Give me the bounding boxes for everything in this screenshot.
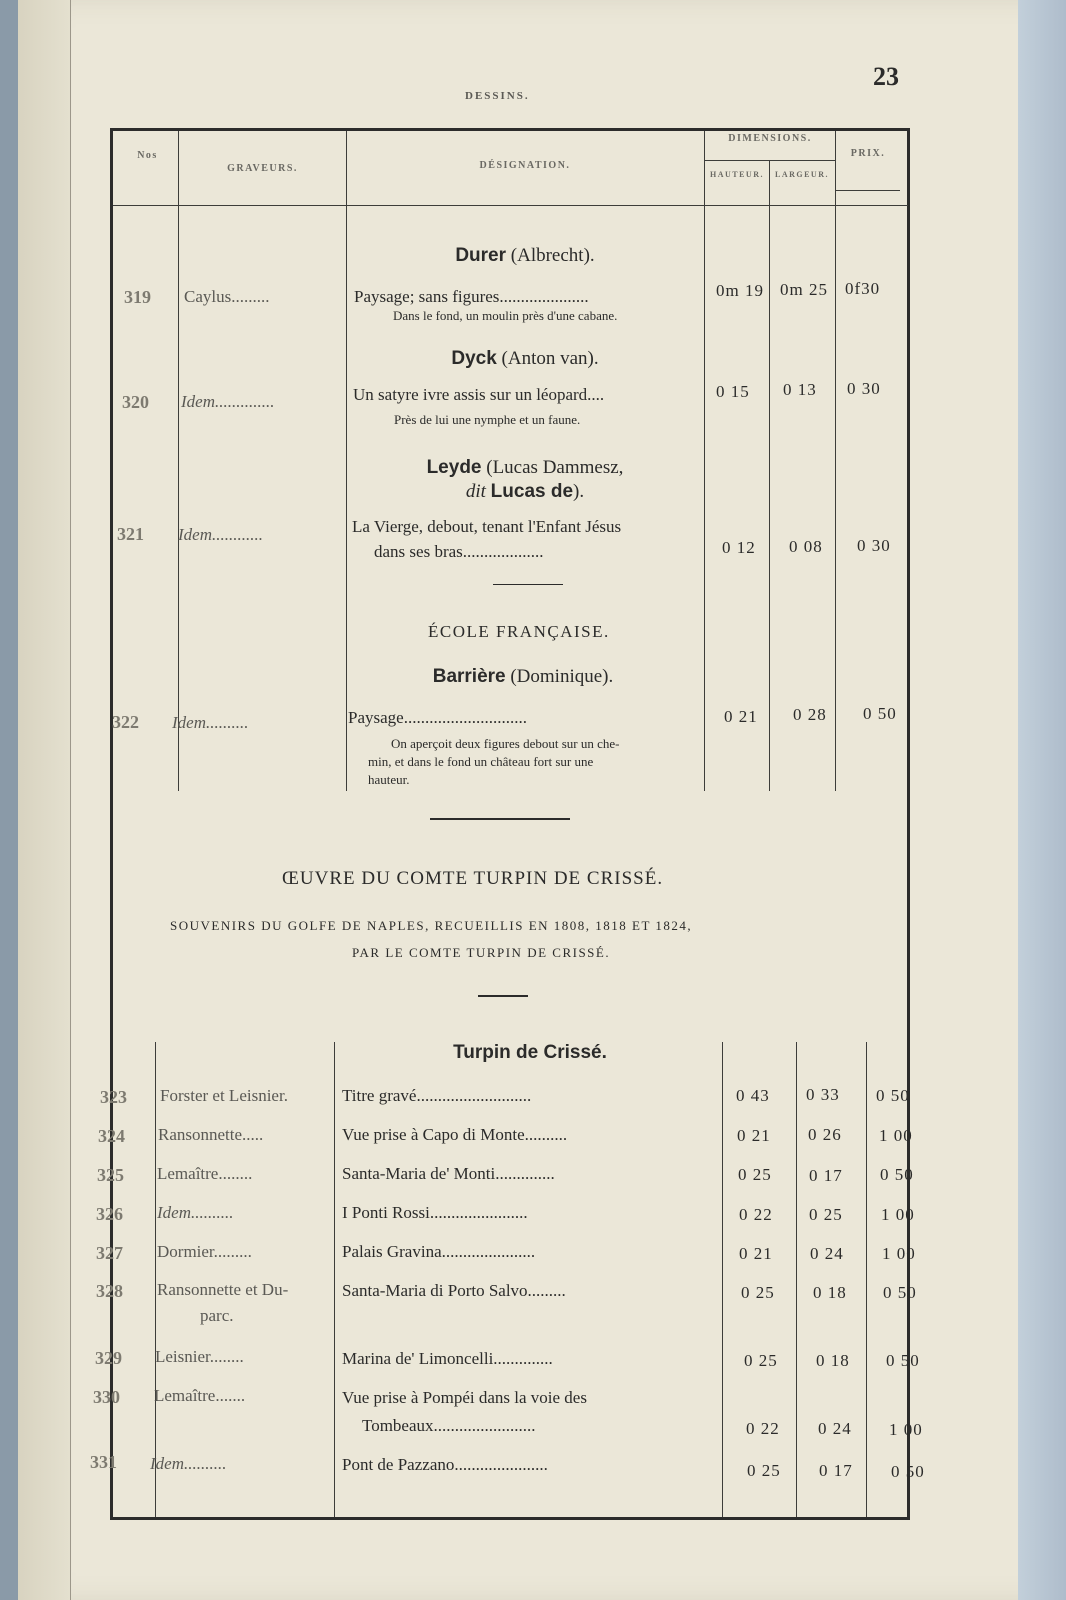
- designation: Pont de Pazzano......................: [342, 1455, 548, 1474]
- designation-continued: dans ses bras...................: [374, 542, 544, 561]
- designation: La Vierge, debout, tenant l'Enfant Jésus: [352, 517, 622, 536]
- engraver: Ransonnette et Du-: [157, 1280, 289, 1299]
- price-value: 0f30: [845, 279, 881, 298]
- entry-number: 320: [122, 392, 149, 412]
- header-height: HAUTEUR.: [709, 170, 764, 179]
- col-line-5: [835, 131, 836, 791]
- designation: Vue prise à Pompéi dans la voie des: [342, 1388, 587, 1407]
- section-divider: [493, 584, 563, 585]
- designation-note: On aperçoit deux figures debout sur un che-: [391, 736, 620, 751]
- artist-detail: (Lucas Dammesz,: [486, 457, 624, 478]
- height-value: 0 21: [724, 707, 758, 726]
- width-value: 0 13: [783, 380, 817, 399]
- entry-number: 322: [112, 712, 139, 732]
- width-value: 0m 25: [780, 280, 828, 299]
- entry-number: 330: [93, 1387, 120, 1407]
- col-line-1: [178, 131, 179, 791]
- entry-number: 324: [98, 1126, 125, 1146]
- col-line-3: [722, 1042, 723, 1517]
- price-value: 0 30: [857, 536, 891, 555]
- artist-heading: [350, 245, 700, 267]
- artist-name: Durer: [455, 245, 507, 266]
- engraver: Idem..........: [157, 1203, 234, 1222]
- col-line-2: [334, 1042, 335, 1517]
- price-value: 0 30: [847, 379, 881, 398]
- width-value: 0 28: [793, 705, 827, 724]
- height-value: 0 25: [738, 1165, 772, 1184]
- designation-note: Près de lui une nymphe et un faune.: [394, 412, 581, 427]
- designation-note: hauteur.: [368, 772, 410, 787]
- artist-detail: ).: [573, 481, 585, 502]
- designation: Marina de' Limoncelli..............: [342, 1349, 553, 1368]
- width-value: 0 08: [789, 537, 823, 556]
- header-rule: [113, 205, 908, 206]
- entry-number: 323: [100, 1087, 127, 1107]
- entry-number: 331: [90, 1452, 117, 1472]
- price-value: 0 50: [876, 1086, 910, 1105]
- width-value: 0 18: [813, 1283, 847, 1302]
- col-line-1: [155, 1042, 156, 1517]
- engraver: Idem..........: [150, 1454, 227, 1473]
- artist-prefix: dit: [465, 481, 486, 502]
- oeuvre-title: ŒUVRE DU COMTE TURPIN DE CRISSÉ.: [282, 868, 664, 889]
- artist-detail: (Anton van).: [501, 348, 599, 369]
- height-value: 0 21: [739, 1244, 773, 1263]
- engraver-continued: parc.: [200, 1306, 234, 1325]
- engraver: Leisnier........: [155, 1347, 244, 1366]
- engraver: Lemaître.......: [154, 1386, 246, 1405]
- height-value: 0m 19: [716, 281, 764, 300]
- price-value: 0 50: [880, 1165, 914, 1184]
- col-line-3: [704, 131, 705, 791]
- entry-number: 319: [124, 287, 151, 307]
- artist-name: Dyck: [451, 348, 497, 369]
- artist-heading: [340, 1042, 720, 1064]
- width-value: 0 24: [810, 1244, 844, 1263]
- price-value: 0 50: [883, 1283, 917, 1302]
- price-value: 1 00: [879, 1126, 913, 1145]
- engraver: Caylus.........: [184, 287, 270, 306]
- height-value: 0 15: [716, 382, 750, 401]
- price-value: 0 50: [891, 1462, 925, 1481]
- height-value: 0 25: [744, 1351, 778, 1370]
- header-designation: DÉSIGNATION.: [479, 160, 571, 171]
- artist-name: Barrière: [432, 666, 506, 687]
- entry-number: 325: [97, 1165, 124, 1185]
- width-value: 0 18: [816, 1351, 850, 1370]
- engraver: Forster et Leisnier.: [160, 1086, 288, 1105]
- col-line-5: [866, 1042, 867, 1517]
- designation: Palais Gravina......................: [342, 1242, 536, 1261]
- header-no: Nos: [137, 150, 158, 161]
- height-value: 0 21: [737, 1126, 771, 1145]
- col-line-4: [796, 1042, 797, 1517]
- designation-note: Dans le fond, un moulin près d'une cabane.: [393, 308, 618, 323]
- height-value: 0 12: [722, 538, 756, 557]
- width-value: 0 26: [808, 1125, 842, 1144]
- height-value: 0 25: [747, 1461, 781, 1480]
- col-line-4: [769, 160, 770, 791]
- engraver: Idem..........: [172, 713, 249, 732]
- oeuvre-subtitle: SOUVENIRS DU GOLFE DE NAPLES, RECUEILLIS EN 1808, 1818 ET 1824,: [170, 918, 693, 933]
- entry-number: 329: [95, 1348, 122, 1368]
- designation: Paysage; sans figures.....................: [354, 287, 589, 306]
- designation-continued: Tombeaux........................: [362, 1416, 536, 1435]
- artist-name: Lucas de: [490, 481, 574, 502]
- price-value: 1 00: [881, 1205, 915, 1224]
- oeuvre-subtitle-line2: PAR LE COMTE TURPIN DE CRISSÉ.: [352, 945, 611, 960]
- designation: Titre gravé...........................: [342, 1086, 532, 1105]
- height-value: 0 43: [736, 1086, 770, 1105]
- engraver: Idem..............: [181, 392, 275, 411]
- school-heading: ÉCOLE FRANÇAISE.: [428, 622, 610, 641]
- price-value: 1 00: [889, 1420, 923, 1439]
- width-value: 0 24: [818, 1419, 852, 1438]
- designation-note: min, et dans le fond un château fort sur une: [368, 754, 594, 769]
- entry-number: 327: [96, 1243, 123, 1263]
- artist-heading: [348, 666, 698, 688]
- price-value: 0 50: [886, 1351, 920, 1370]
- entry-number: 328: [96, 1281, 123, 1301]
- width-value: 0 33: [806, 1085, 840, 1104]
- artist-heading: [350, 457, 700, 479]
- designation: I Ponti Rossi.......................: [342, 1203, 528, 1222]
- section-divider: [430, 818, 570, 820]
- designation: Paysage.............................: [348, 708, 527, 727]
- height-value: 0 22: [746, 1419, 780, 1438]
- engraver: Idem............: [178, 525, 263, 544]
- engraver: Dormier.........: [157, 1242, 252, 1261]
- price-value: 1 00: [882, 1244, 916, 1263]
- designation: Un satyre ivre assis sur un léopard....: [353, 385, 605, 404]
- page-number: 23: [873, 62, 899, 91]
- header-price: PRIX.: [850, 148, 886, 159]
- designation: Santa-Maria de' Monti..............: [342, 1164, 555, 1183]
- artist-name: Leyde: [426, 457, 482, 478]
- designation: Vue prise à Capo di Monte..........: [342, 1125, 568, 1144]
- entry-number: 326: [96, 1204, 123, 1224]
- artist-heading: [350, 348, 700, 370]
- dimensions-rule: [705, 160, 835, 161]
- section-divider: [478, 995, 528, 997]
- header-engravers: GRAVEURS.: [227, 163, 298, 174]
- height-value: 0 22: [739, 1205, 773, 1224]
- header-dimensions: DIMENSIONS.: [728, 133, 812, 144]
- previous-page-edge: [18, 0, 71, 1600]
- running-head: DESSINS.: [465, 90, 530, 102]
- header-width: LARGEUR.: [774, 170, 829, 179]
- engraver: Ransonnette.....: [158, 1125, 264, 1144]
- artist-detail: (Dominique).: [510, 666, 614, 687]
- artist-heading-line2: [350, 481, 700, 503]
- entry-number: 321: [117, 524, 144, 544]
- price-value: 0 50: [863, 704, 897, 723]
- artist-detail: (Albrecht).: [510, 245, 595, 266]
- col-line-2: [346, 131, 347, 791]
- width-value: 0 25: [809, 1205, 843, 1224]
- height-value: 0 25: [741, 1283, 775, 1302]
- artist-name: Turpin de Crissé.: [453, 1042, 607, 1063]
- header-subrule: [835, 190, 900, 191]
- width-value: 0 17: [819, 1461, 853, 1480]
- engraver: Lemaître........: [157, 1164, 253, 1183]
- designation: Santa-Maria di Porto Salvo.........: [342, 1281, 566, 1300]
- width-value: 0 17: [809, 1166, 843, 1185]
